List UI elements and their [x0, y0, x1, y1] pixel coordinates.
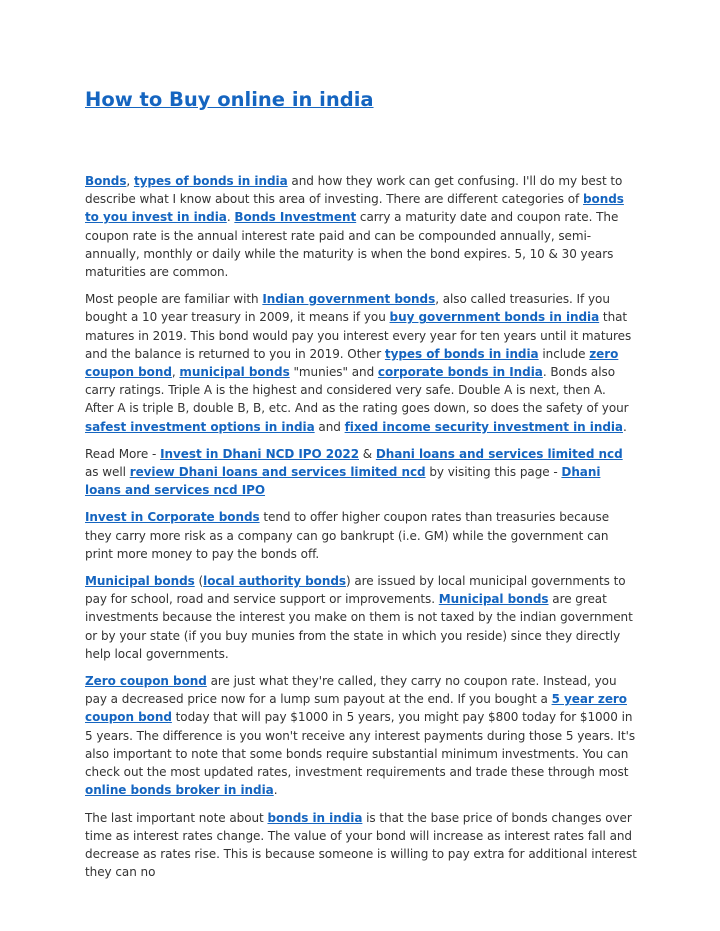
- paragraph-6: [85, 672, 637, 799]
- article: [85, 80, 637, 890]
- link-fixed-income-security-investment-in-india[interactable]: fixed income security investment in india: [344, 419, 623, 434]
- link-corporate-bonds-in-india[interactable]: corporate bonds in India: [377, 365, 543, 380]
- link-municipal-bonds[interactable]: municipal bonds: [179, 365, 290, 380]
- link-zero-coupon-bond[interactable]: zero coupon bond: [85, 346, 619, 380]
- link-indian-government-bonds[interactable]: Indian government bonds: [262, 292, 436, 307]
- paragraph-7: [85, 809, 637, 882]
- link-5-year-zero-coupon-bond[interactable]: 5 year zero coupon bond: [85, 692, 627, 725]
- text-segment: ,: [171, 365, 180, 380]
- link-dhani-loans-and-services-ncd-ipo[interactable]: Dhani loans and services ncd IPO: [85, 465, 601, 498]
- text-segment: tend to offer higher coupon rates than treasuries because they carry more risk as a company can go bankrupt (i.e. GM) while the government can print more money to pay the bonds off.: [85, 510, 610, 561]
- link-buy-government-bonds-in-india[interactable]: buy government bonds in india: [389, 310, 600, 325]
- text-segment: as well: [85, 465, 130, 480]
- text-segment: Most people are familiar with: [85, 292, 263, 307]
- paragraph-2: [85, 290, 637, 436]
- text-segment: . Bonds also carry ratings. Triple A is the highest and considered very safe. Double A is next, then A. After A is triple B, double B, B, etc. And as the rating goes down, so does the safety of your: [85, 365, 629, 416]
- link-review-dhani-loans-and-services-limited-ncd[interactable]: review Dhani loans and services limited ncd: [129, 465, 426, 480]
- link-bonds[interactable]: Bonds: [85, 174, 127, 188]
- text-segment: today that will pay $1000 in 5 years, you might pay $800 today for $1000 in 5 years. The difference is you won't receive any interest payments during those 5 years. It's also important to note that some bonds require substantial minimum investments. You can check out the most updated rates, investment requirements and trade these through most: [85, 710, 636, 780]
- text-segment: (: [194, 574, 204, 589]
- text-segment: .: [622, 419, 627, 434]
- text-segment: ,: [126, 174, 134, 188]
- text-segment: and how they work can get confusing. I'll do my best to describe what I know about this area of investing. There are different categories of: [85, 174, 623, 207]
- paragraph-4: [85, 508, 637, 563]
- page-title[interactable]: How to Buy online in india: [85, 88, 374, 111]
- text-segment: and: [314, 419, 345, 434]
- link-safest-investment-options-in-india[interactable]: safest investment options in india: [85, 419, 315, 434]
- link-bonds-in-india[interactable]: bonds in india: [267, 810, 363, 825]
- paragraph-5: [85, 572, 637, 663]
- text-segment: that matures in 2019. This bond would pay you interest every year for ten years until it matures and the balance is returned to you in 2019. Other: [85, 310, 632, 361]
- text-segment: Read More -: [85, 446, 161, 461]
- link-municipal-bonds[interactable]: Municipal bonds: [438, 592, 549, 607]
- paragraph-3: [85, 445, 637, 500]
- link-types-of-bonds-in-india[interactable]: types of bonds in india: [384, 346, 539, 361]
- link-zero-coupon-bond[interactable]: Zero coupon bond: [85, 674, 207, 689]
- text-segment: is that the base price of bonds changes over time as interest rates change. The value of your bond will increase as interest rates fall and decrease as rates rise. This is because someone is willing to pay extra for additional interest they can no: [85, 810, 637, 880]
- paragraph-1: [85, 172, 637, 281]
- link-online-bonds-broker-in-india[interactable]: online bonds broker in india: [85, 783, 274, 798]
- text-segment: , also called treasuries. If you bought a 10 year treasury in 2009, it means if you: [85, 292, 610, 325]
- text-segment: ) are issued by local municipal governments to pay for school, road and service support or improvements.: [85, 574, 626, 607]
- text-segment: The last important note about: [85, 810, 268, 825]
- text-segment: &: [359, 446, 376, 461]
- text-segment: .: [273, 783, 278, 798]
- link-bonds-to-you-invest-in-india[interactable]: bonds to you invest in india: [85, 192, 624, 225]
- link-municipal-bonds[interactable]: Municipal bonds: [85, 574, 195, 589]
- link-invest-in-corporate-bonds[interactable]: Invest in Corporate bonds: [85, 510, 260, 525]
- text-segment: are just what they're called, they carry no coupon rate. Instead, you pay a decreased price now for a lump sum payout at the end. If you bought a: [85, 674, 617, 707]
- text-segment: carry a maturity date and coupon rate. The coupon rate is the annual interest rate paid and can be compounded annually, semi-annually, monthly or daily while the maturity is when the bond expires. 5, 10 & 30 years maturities are common.: [85, 210, 619, 280]
- text-segment: "munies" and: [289, 365, 378, 380]
- link-invest-in-dhani-ncd-ipo-2022[interactable]: Invest in Dhani NCD IPO 2022: [160, 446, 359, 461]
- link-local-authority-bonds[interactable]: local authority bonds: [203, 574, 346, 589]
- link-bonds-investment[interactable]: Bonds Investment: [234, 210, 357, 225]
- text-segment: are great investments because the interest you make on them is not taxed by the indian government or by your state (if you buy munies from the state in which you reside) since they directly help local governments.: [85, 592, 633, 661]
- link-dhani-loans-and-services-limited-ncd[interactable]: Dhani loans and services limited ncd: [375, 446, 623, 461]
- article-body: [85, 172, 637, 881]
- text-segment: include: [538, 346, 590, 361]
- link-types-of-bonds-in-india[interactable]: types of bonds in india: [133, 174, 288, 188]
- text-segment: by visiting this page -: [425, 465, 562, 480]
- text-segment: .: [226, 210, 235, 225]
